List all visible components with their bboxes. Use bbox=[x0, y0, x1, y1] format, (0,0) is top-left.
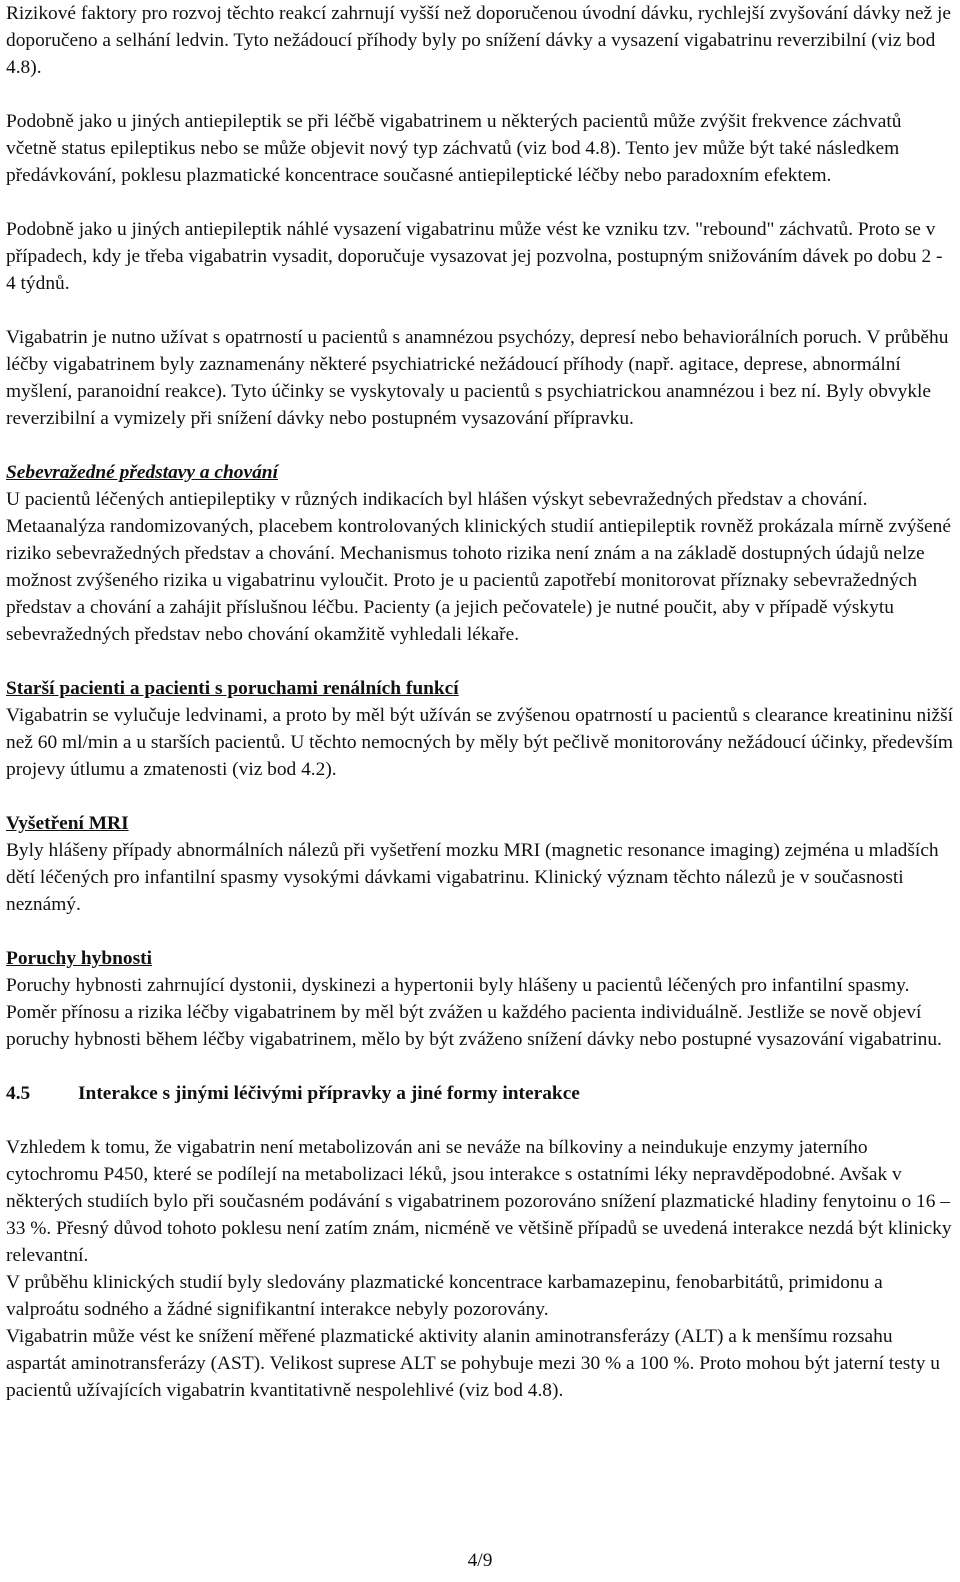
paragraph-psychiatric: Vigabatrin je nutno užívat s opatrností u pacientů s anamnézou psychózy, depresí nebo behaviorálních poruch. V průběhu léčby vigabatrinem byly zaznamenány některé psychiatrické nežádoucí příhody (např. agitace, deprese, abnormální myšlení, paranoidní reakce). Tyto účinky se vyskytovaly u pacientů s psychiatrickou anamnézou i bez ní. Byly obvykle reverzibilní a vymizely při snížení dávky nebo postupném vysazování přípravku. bbox=[6, 327, 949, 429]
section-movement-disorders bbox=[6, 945, 956, 1053]
section-title-movement: Poruchy hybnosti bbox=[6, 948, 152, 969]
paragraph-risk-factors: Rizikové faktory pro rozvoj těchto reakcí zahrnují vyšší než doporučenou úvodní dávku, rychlejší zvyšování dávky než je doporučeno a selhání ledvin. Tyto nežádoucí příhody byly po snížení dávky a vysazení vigabatrinu reverzibilní (viz bod 4.8). bbox=[6, 3, 952, 78]
section-elderly-renal bbox=[6, 675, 956, 783]
section-number: 4.5 bbox=[6, 1083, 31, 1104]
section-heading-title: Interakce s jinými léčivými přípravky a jiné formy interakce bbox=[78, 1083, 580, 1104]
paragraph-seizure-frequency: Podobně jako u jiných antiepileptik se při léčbě vigabatrinem u některých pacientů může zvýšit frekvence záchvatů včetně status epileptikus nebo se může objevit nový typ záchvatů (viz bod 4.8). Tento jev může být také následkem předávkování, poklesu plazmatické koncentrace současné antiepileptické léčby nebo paradoxním efektem. bbox=[6, 111, 902, 186]
paragraph-rebound-seizures: Podobně jako u jiných antiepileptik náhlé vysazení vigabatrinu může vést ke vzniku tzv. "rebound" záchvatů. Proto se v případech, kdy je třeba vigabatrin vysadit, doporučuje vysazovat jej pozvolna, postupným snižováním dávek po dobu 2 - 4 týdnů. bbox=[6, 219, 943, 294]
section-heading-4-5 bbox=[6, 1080, 956, 1107]
section-suicidal-ideation bbox=[6, 459, 956, 648]
page-number: 4/9 bbox=[467, 1550, 493, 1571]
paragraph-interactions-2: V průběhu klinických studií byly sledovány plazmatické koncentrace karbamazepinu, fenobarbitátů, primidonu a valproátu sodného a žádné signifikantní interakce nebyly pozorovány. bbox=[6, 1272, 883, 1320]
paragraph-mri: Byly hlášeny případy abnormálních nálezů při vyšetření mozku MRI (magnetic resonance imaging) zejména u mladších dětí léčených pro infantilní spasmy vysokými dávkami vigabatrinu. Klinický význam těchto nálezů je v současnosti neznámý. bbox=[6, 840, 939, 915]
paragraph-movement: Poruchy hybnosti zahrnující dystonii, dyskinezi a hypertonii byly hlášeny u pacientů léčených pro infantilní spasmy. Poměr přínosu a rizika léčby vigabatrinem by měl být zvážen u každého pacienta individuálně. Jestliže se nově objeví poruchy hybnosti během léčby vigabatrinem, mělo by být zváženo snížení dávky nebo postupné vysazování vigabatrinu. bbox=[6, 975, 942, 1050]
section-mri bbox=[6, 810, 956, 918]
section-title-mri: Vyšetření MRI bbox=[6, 813, 129, 834]
section-title-elderly: Starší pacienti a pacienti s poruchami renálních funkcí bbox=[6, 678, 459, 699]
paragraph-elderly: Vigabatrin se vylučuje ledvinami, a proto by měl být užíván se zvýšenou opatrností u pacientů s clearance kreatininu nižší než 60 ml/min a u starších pacientů. U těchto nemocných by měly být pečlivě monitorovány nežádoucí účinky, především projevy útlumu a zmatenosti (viz bod 4.2). bbox=[6, 705, 954, 780]
paragraph-interactions-1: Vzhledem k tomu, že vigabatrin není metabolizován ani se neváže na bílkoviny a neindukuje enzymy jaterního cytochromu P450, které se podílejí na metabolizaci léků, jsou interakce s ostatními léky nepravděpodobné. Avšak v některých studiích bylo při současném podávání s vigabatrinem pozorováno snížení plazmatické hladiny fenytoinu o 16 – 33 %. Přesný důvod tohoto poklesu není zatím znám, nicméně ve většině případů se uvedená interakce nezdá být klinicky relevantní. bbox=[6, 1137, 952, 1266]
section-title-suicidal: Sebevražedné představy a chování bbox=[6, 462, 278, 483]
paragraph-suicidal: U pacientů léčených antiepileptiky v různých indikacích byl hlášen výskyt sebevražedných představ a chování. Metaanalýza randomizovaných, placebem kontrolovaných klinických studií antiepileptik rovněž prokázala mírně zvýšené riziko sebevražedných představ a chování. Mechanismus tohoto rizika není znám a na základě dostupných údajů nelze možnost zvýšeného rizika u vigabatrinu vyloučit. Proto je u pacientů zapotřebí monitorovat příznaky sebevražedných představ a chování a zahájit příslušnou léčbu. Pacienty (a jejich pečovatele) je nutné poučit, aby v případě výskytu sebevražedných představ nebo chování okamžitě vyhledali lékaře. bbox=[6, 489, 951, 645]
document-page bbox=[6, 0, 956, 1404]
paragraph-interactions-3: Vigabatrin může vést ke snížení měřené plazmatické aktivity alanin aminotransferázy (ALT) a k menšímu rozsahu aspartát aminotransferázy (AST). Velikost suprese ALT se pohybuje mezi 30 % a 100 %. Proto mohou být jaterní testy u pacientů užívajících vigabatrin kvantitativně nespolehlivé (viz bod 4.8). bbox=[6, 1326, 940, 1401]
